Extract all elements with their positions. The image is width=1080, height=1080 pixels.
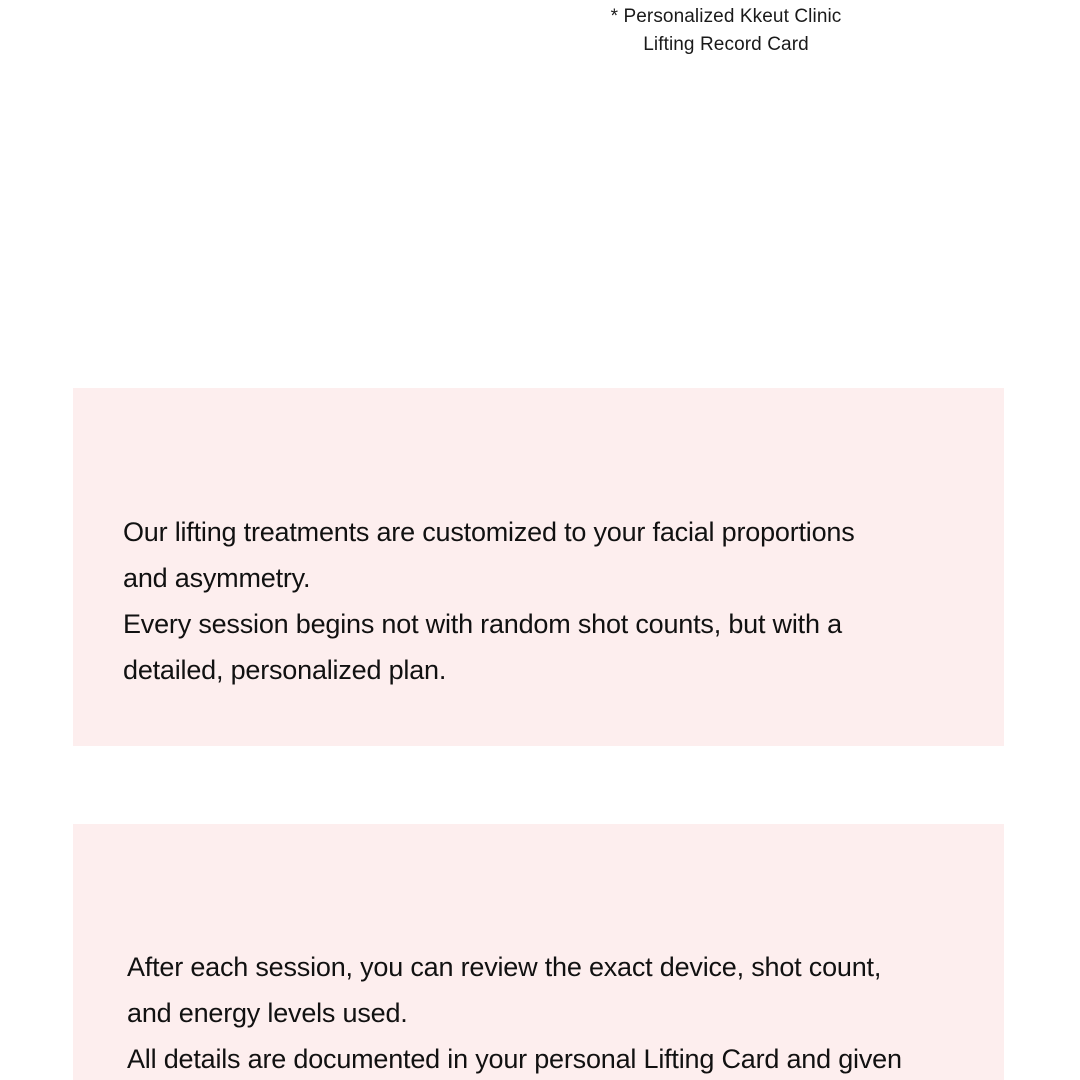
text-line: Every session begins not with random shot counts, but with a — [123, 609, 842, 639]
text-line: and asymmetry. — [123, 563, 311, 593]
customized-treatment-panel — [73, 388, 1004, 746]
customized-treatment-text — [123, 509, 983, 693]
text-line: Our lifting treatments are customized to your facial proportions — [123, 517, 855, 547]
caption-line-1: * Personalized Kkeut Clinic — [610, 6, 842, 27]
text-line: After each session, you can review the exact device, shot count, — [127, 952, 882, 982]
caption-line-2: Lifting Record Card — [643, 34, 809, 55]
session-record-panel — [73, 824, 1004, 1080]
text-line: All details are documented in your personal Lifting Card and given — [127, 1044, 902, 1074]
text-line: detailed, personalized plan. — [123, 655, 447, 685]
session-record-text — [127, 944, 987, 1080]
record-card-caption — [576, 3, 876, 59]
text-line: and energy levels used. — [127, 998, 408, 1028]
